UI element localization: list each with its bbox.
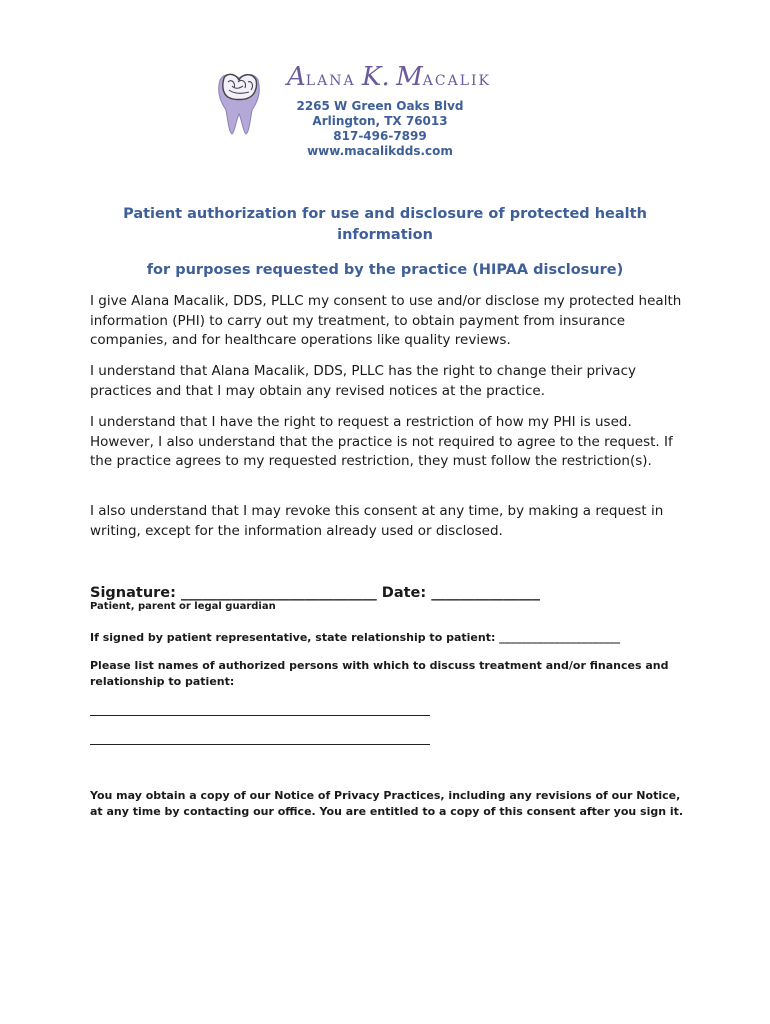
brand-initial-m: M — [396, 62, 423, 92]
signature-caption: Patient, parent or legal guardian — [90, 601, 276, 612]
privacy-notice-text: You may obtain a copy of our Notice of Privacy Practices, including any revisions of our Notice, at any time by contacting our office. You are entitled to a copy of this consent after you sign it. — [90, 789, 684, 818]
brand-initial-a: A — [287, 62, 306, 92]
phone-number: 817-496-7899 — [333, 129, 427, 143]
consent-paragraph-3: I understand that I have the right to request a restriction of how my PHI is used. However, I also understand that the practice is not required to agree to the request. If the practice agrees to my requested restriction, they must follow the restriction(s). — [90, 414, 673, 469]
form-subtitle: for purposes requested by the practice (HIPAA disclosure) — [146, 262, 624, 278]
representative-relationship-field[interactable]: If signed by patient representative, state relationship to patient: ______________________ — [90, 631, 621, 644]
signature-date-field[interactable]: Signature: ___________________________ Date: _______________ — [90, 585, 540, 601]
authorized-persons-label: Please list names of authorized persons with which to discuss treatment and/or finances and relationship to patient: — [90, 659, 669, 688]
brand-initial-k: K. — [362, 62, 390, 92]
tooth-logo-icon — [214, 70, 264, 138]
address-street: 2265 W Green Oaks Blvd — [296, 99, 464, 113]
address-city: Arlington, TX 76013 — [312, 114, 448, 128]
website-link[interactable]: www.macalikdds.com — [307, 144, 453, 158]
authorized-person-line-1[interactable] — [90, 715, 430, 716]
consent-paragraph-1: I give Alana Macalik, DDS, PLLC my consent to use and/or disclose my protected health information (PHI) to carry out my treatment, to obtain payment from insurance companies, and for healthcare operations like quality reviews. — [90, 293, 682, 348]
authorized-person-line-2[interactable] — [90, 744, 430, 745]
form-title: Patient authorization for use and disclosure of protected health information — [123, 206, 647, 243]
brand-last-name: ACALIK — [422, 73, 492, 89]
brand-first-name: LANA — [305, 73, 356, 89]
consent-paragraph-2: I understand that Alana Macalik, DDS, PLLC has the right to change their privacy practices and that I may obtain any revised notices at the practice. — [90, 363, 636, 399]
practice-brand-name — [287, 62, 491, 92]
consent-paragraph-4: I also understand that I may revoke this consent at any time, by making a request in writing, except for the information already used or disclosed. — [90, 503, 664, 539]
